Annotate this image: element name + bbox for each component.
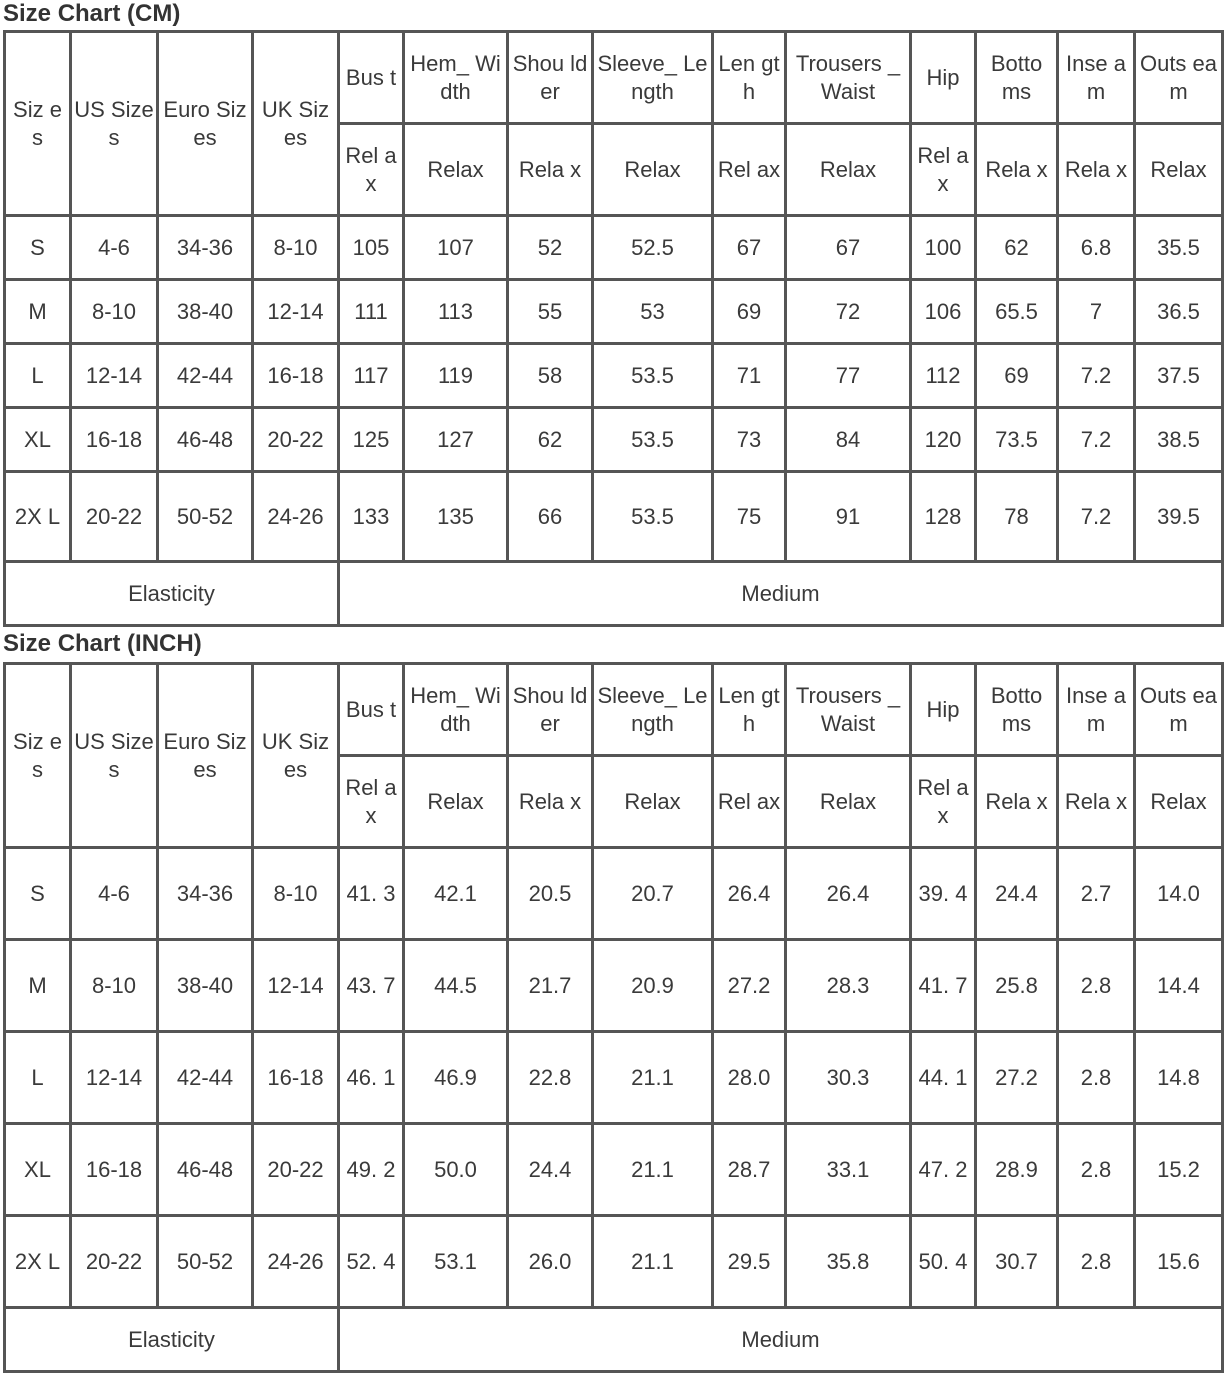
column-header: Outs eam	[1136, 665, 1224, 757]
measurement-cell: 7.2	[1059, 345, 1136, 409]
measurement-cell: 75	[714, 473, 787, 563]
measurement-cell: 28.0	[714, 1033, 787, 1125]
measurement-cell: 49. 2	[340, 1125, 405, 1217]
measurement-cell: 8-10	[254, 849, 340, 941]
measurement-cell: 27.2	[714, 941, 787, 1033]
measurement-cell: 44.5	[405, 941, 509, 1033]
measurement-cell: 58	[509, 345, 594, 409]
measurement-cell: 2.8	[1059, 1125, 1136, 1217]
size-label-cell: 2X L	[6, 1217, 72, 1309]
measurement-cell: 105	[340, 217, 405, 281]
column-header: Hip	[912, 33, 977, 125]
measurement-cell: 47. 2	[912, 1125, 977, 1217]
measurement-cell: 120	[912, 409, 977, 473]
measurement-cell: 26.0	[509, 1217, 594, 1309]
elasticity-label: Elasticity	[6, 1309, 340, 1373]
column-header: Euro Sizes	[159, 665, 254, 849]
measurement-cell: 4-6	[72, 217, 159, 281]
measurement-cell: 53.1	[405, 1217, 509, 1309]
measurement-cell: 21.1	[594, 1217, 714, 1309]
column-header: US Sizes	[72, 665, 159, 849]
measurement-cell: 24-26	[254, 473, 340, 563]
size-label-cell: M	[6, 281, 72, 345]
measurement-cell: 112	[912, 345, 977, 409]
measurement-cell: 73	[714, 409, 787, 473]
measurement-cell: 24.4	[977, 849, 1059, 941]
measurement-cell: 52.5	[594, 217, 714, 281]
column-header: Botto ms	[977, 33, 1059, 125]
elasticity-value: Medium	[340, 563, 1224, 627]
measurement-cell: 20-22	[72, 1217, 159, 1309]
measurement-cell: 113	[405, 281, 509, 345]
fit-subheader: Rela x	[1059, 125, 1136, 217]
column-header: Outs eam	[1136, 33, 1224, 125]
measurement-cell: 35.8	[787, 1217, 912, 1309]
measurement-cell: 8-10	[72, 941, 159, 1033]
measurement-cell: 119	[405, 345, 509, 409]
column-header: Siz es	[6, 33, 72, 217]
measurement-cell: 20.5	[509, 849, 594, 941]
fit-subheader: Relax	[405, 125, 509, 217]
measurement-cell: 37.5	[1136, 345, 1224, 409]
elasticity-row	[6, 1309, 1224, 1373]
fit-subheader: Relax	[787, 757, 912, 849]
measurement-cell: 20.7	[594, 849, 714, 941]
measurement-cell: 42-44	[159, 1033, 254, 1125]
measurement-cell: 43. 7	[340, 941, 405, 1033]
size-chart-inch-title: Size Chart (INCH)	[3, 630, 202, 657]
measurement-cell: 62	[509, 409, 594, 473]
fit-subheader: Rel ax	[912, 125, 977, 217]
measurement-cell: 15.6	[1136, 1217, 1224, 1309]
measurement-cell: 128	[912, 473, 977, 563]
measurement-cell: 8-10	[254, 217, 340, 281]
column-header: UK Sizes	[254, 665, 340, 849]
column-header: Bus t	[340, 665, 405, 757]
measurement-cell: 65.5	[977, 281, 1059, 345]
fit-subheader: Rela x	[509, 757, 594, 849]
measurement-cell: 38-40	[159, 941, 254, 1033]
column-header: Bus t	[340, 33, 405, 125]
measurement-cell: 20-22	[254, 1125, 340, 1217]
measurement-cell: 26.4	[787, 849, 912, 941]
measurement-cell: 42.1	[405, 849, 509, 941]
measurement-cell: 29.5	[714, 1217, 787, 1309]
measurement-cell: 84	[787, 409, 912, 473]
measurement-cell: 50. 4	[912, 1217, 977, 1309]
measurement-cell: 34-36	[159, 849, 254, 941]
header-row	[6, 33, 1224, 125]
measurement-cell: 67	[787, 217, 912, 281]
measurement-cell: 91	[787, 473, 912, 563]
measurement-cell: 7.2	[1059, 409, 1136, 473]
column-header: Inse am	[1059, 665, 1136, 757]
measurement-cell: 117	[340, 345, 405, 409]
column-header: Hem_ Width	[405, 665, 509, 757]
measurement-cell: 8-10	[72, 281, 159, 345]
measurement-cell: 73.5	[977, 409, 1059, 473]
table-row	[6, 1033, 1224, 1125]
measurement-cell: 28.9	[977, 1125, 1059, 1217]
measurement-cell: 50.0	[405, 1125, 509, 1217]
fit-subheader: Rel ax	[714, 125, 787, 217]
measurement-cell: 35.5	[1136, 217, 1224, 281]
column-header: Trousers _Waist	[787, 33, 912, 125]
measurement-cell: 53	[594, 281, 714, 345]
measurement-cell: 39. 4	[912, 849, 977, 941]
measurement-cell: 20.9	[594, 941, 714, 1033]
measurement-cell: 46. 1	[340, 1033, 405, 1125]
size-label-cell: M	[6, 941, 72, 1033]
table-row	[6, 849, 1224, 941]
measurement-cell: 50-52	[159, 1217, 254, 1309]
measurement-cell: 42-44	[159, 345, 254, 409]
fit-subheader: Rel ax	[340, 125, 405, 217]
measurement-cell: 2.8	[1059, 1217, 1136, 1309]
size-chart-cm-table	[3, 30, 1224, 627]
fit-subheader: Rela x	[509, 125, 594, 217]
table-row	[6, 409, 1224, 473]
fit-subheader: Rel ax	[912, 757, 977, 849]
column-header: Len gth	[714, 665, 787, 757]
elasticity-row	[6, 563, 1224, 627]
measurement-cell: 20-22	[72, 473, 159, 563]
measurement-cell: 77	[787, 345, 912, 409]
measurement-cell: 66	[509, 473, 594, 563]
measurement-cell: 26.4	[714, 849, 787, 941]
measurement-cell: 41. 3	[340, 849, 405, 941]
column-header: Euro Sizes	[159, 33, 254, 217]
measurement-cell: 2.8	[1059, 1033, 1136, 1125]
measurement-cell: 16-18	[72, 409, 159, 473]
fit-subheader: Relax	[594, 757, 714, 849]
table-row	[6, 217, 1224, 281]
measurement-cell: 53.5	[594, 345, 714, 409]
measurement-cell: 16-18	[72, 1125, 159, 1217]
measurement-cell: 33.1	[787, 1125, 912, 1217]
measurement-cell: 24.4	[509, 1125, 594, 1217]
fit-subheader: Rela x	[977, 125, 1059, 217]
table-row	[6, 473, 1224, 563]
measurement-cell: 44. 1	[912, 1033, 977, 1125]
header-row	[6, 665, 1224, 757]
column-header: Hem_ Width	[405, 33, 509, 125]
measurement-cell: 4-6	[72, 849, 159, 941]
measurement-cell: 36.5	[1136, 281, 1224, 345]
column-header: Sleeve_ Length	[594, 33, 714, 125]
measurement-cell: 7	[1059, 281, 1136, 345]
column-header: Len gth	[714, 33, 787, 125]
measurement-cell: 28.7	[714, 1125, 787, 1217]
measurement-cell: 22.8	[509, 1033, 594, 1125]
column-header: Shou lder	[509, 33, 594, 125]
measurement-cell: 21.7	[509, 941, 594, 1033]
column-header: Botto ms	[977, 665, 1059, 757]
measurement-cell: 2.8	[1059, 941, 1136, 1033]
size-label-cell: S	[6, 849, 72, 941]
size-chart-cm-title: Size Chart (CM)	[3, 0, 181, 27]
measurement-cell: 55	[509, 281, 594, 345]
measurement-cell: 52. 4	[340, 1217, 405, 1309]
measurement-cell: 133	[340, 473, 405, 563]
measurement-cell: 20-22	[254, 409, 340, 473]
column-header: Inse am	[1059, 33, 1136, 125]
table-row	[6, 941, 1224, 1033]
fit-subheader: Relax	[787, 125, 912, 217]
measurement-cell: 12-14	[254, 941, 340, 1033]
measurement-cell: 52	[509, 217, 594, 281]
fit-subheader: Rel ax	[714, 757, 787, 849]
measurement-cell: 46.9	[405, 1033, 509, 1125]
measurement-cell: 72	[787, 281, 912, 345]
measurement-cell: 28.3	[787, 941, 912, 1033]
size-label-cell: S	[6, 217, 72, 281]
measurement-cell: 27.2	[977, 1033, 1059, 1125]
size-label-cell: XL	[6, 409, 72, 473]
measurement-cell: 25.8	[977, 941, 1059, 1033]
column-header: Trousers _Waist	[787, 665, 912, 757]
measurement-cell: 53.5	[594, 473, 714, 563]
measurement-cell: 14.4	[1136, 941, 1224, 1033]
elasticity-value: Medium	[340, 1309, 1224, 1373]
measurement-cell: 7.2	[1059, 473, 1136, 563]
column-header: Siz es	[6, 665, 72, 849]
measurement-cell: 100	[912, 217, 977, 281]
fit-subheader: Relax	[1136, 757, 1224, 849]
measurement-cell: 71	[714, 345, 787, 409]
measurement-cell: 38-40	[159, 281, 254, 345]
measurement-cell: 34-36	[159, 217, 254, 281]
measurement-cell: 16-18	[254, 1033, 340, 1125]
measurement-cell: 12-14	[254, 281, 340, 345]
measurement-cell: 69	[977, 345, 1059, 409]
measurement-cell: 135	[405, 473, 509, 563]
measurement-cell: 106	[912, 281, 977, 345]
measurement-cell: 14.8	[1136, 1033, 1224, 1125]
size-label-cell: XL	[6, 1125, 72, 1217]
measurement-cell: 15.2	[1136, 1125, 1224, 1217]
measurement-cell: 6.8	[1059, 217, 1136, 281]
fit-subheader: Rel ax	[340, 757, 405, 849]
measurement-cell: 46-48	[159, 1125, 254, 1217]
size-label-cell: 2X L	[6, 473, 72, 563]
measurement-cell: 67	[714, 217, 787, 281]
size-label-cell: L	[6, 345, 72, 409]
fit-subheader: Rela x	[977, 757, 1059, 849]
measurement-cell: 41. 7	[912, 941, 977, 1033]
measurement-cell: 62	[977, 217, 1059, 281]
measurement-cell: 127	[405, 409, 509, 473]
measurement-cell: 46-48	[159, 409, 254, 473]
fit-subheader: Relax	[594, 125, 714, 217]
measurement-cell: 16-18	[254, 345, 340, 409]
measurement-cell: 78	[977, 473, 1059, 563]
size-label-cell: L	[6, 1033, 72, 1125]
column-header: Hip	[912, 665, 977, 757]
measurement-cell: 12-14	[72, 1033, 159, 1125]
measurement-cell: 30.7	[977, 1217, 1059, 1309]
measurement-cell: 53.5	[594, 409, 714, 473]
measurement-cell: 125	[340, 409, 405, 473]
measurement-cell: 111	[340, 281, 405, 345]
table-row	[6, 1217, 1224, 1309]
column-header: Shou lder	[509, 665, 594, 757]
measurement-cell: 21.1	[594, 1033, 714, 1125]
size-chart-inch-table	[3, 662, 1224, 1373]
fit-subheader: Rela x	[1059, 757, 1136, 849]
measurement-cell: 69	[714, 281, 787, 345]
measurement-cell: 39.5	[1136, 473, 1224, 563]
elasticity-label: Elasticity	[6, 563, 340, 627]
column-header: US Sizes	[72, 33, 159, 217]
fit-subheader: Relax	[405, 757, 509, 849]
measurement-cell: 2.7	[1059, 849, 1136, 941]
measurement-cell: 24-26	[254, 1217, 340, 1309]
measurement-cell: 38.5	[1136, 409, 1224, 473]
column-header: UK Sizes	[254, 33, 340, 217]
table-row	[6, 345, 1224, 409]
measurement-cell: 12-14	[72, 345, 159, 409]
measurement-cell: 14.0	[1136, 849, 1224, 941]
table-row	[6, 281, 1224, 345]
measurement-cell: 30.3	[787, 1033, 912, 1125]
fit-subheader: Relax	[1136, 125, 1224, 217]
table-row	[6, 1125, 1224, 1217]
measurement-cell: 21.1	[594, 1125, 714, 1217]
measurement-cell: 50-52	[159, 473, 254, 563]
measurement-cell: 107	[405, 217, 509, 281]
column-header: Sleeve_ Length	[594, 665, 714, 757]
